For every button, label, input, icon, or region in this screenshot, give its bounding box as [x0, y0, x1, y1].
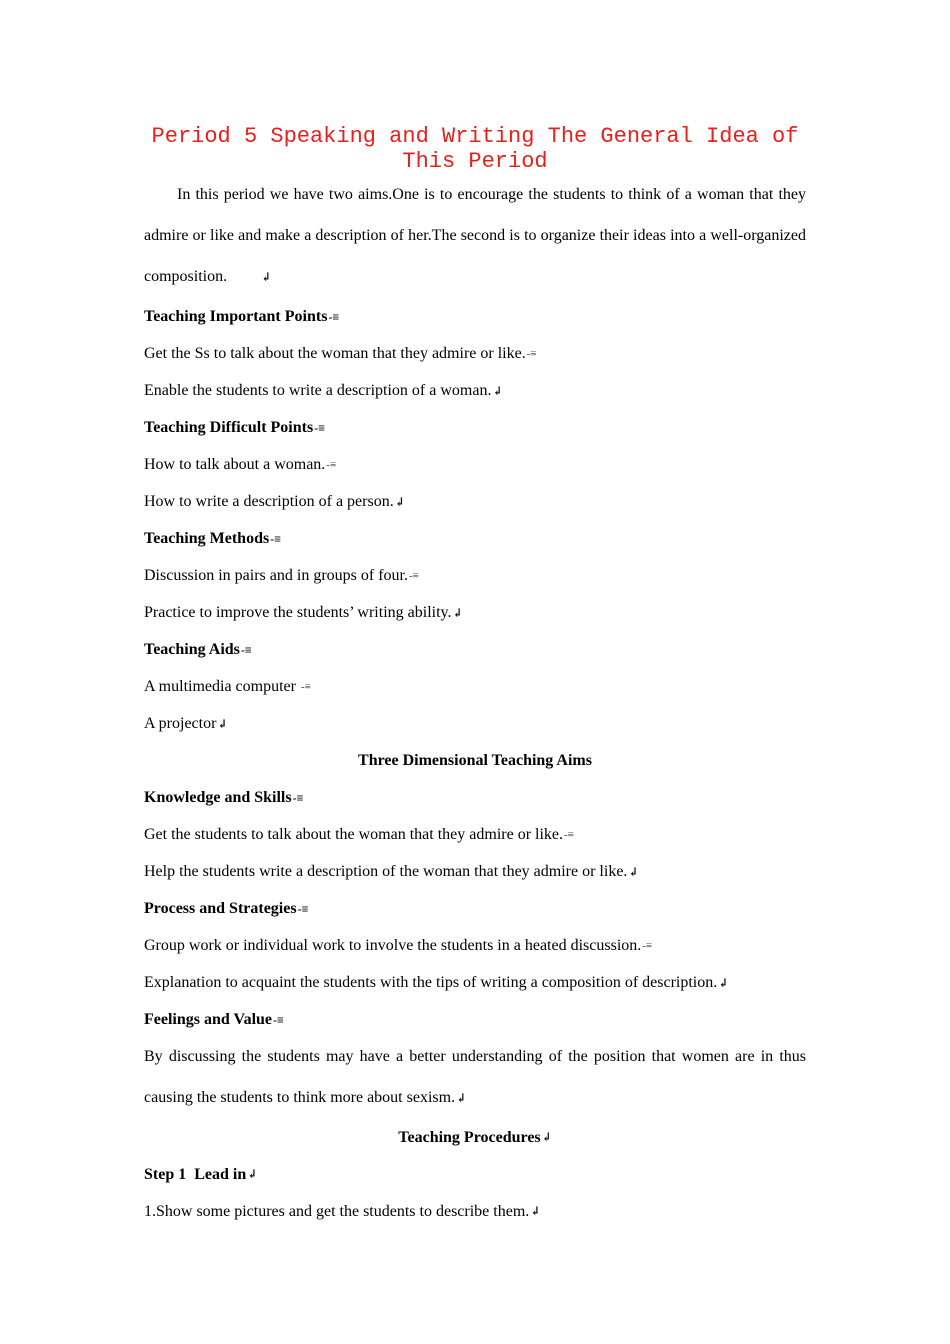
heading-step1 [144, 1156, 806, 1193]
heading-three-dimensional [144, 742, 806, 779]
line-break-icon: -≡ [273, 1012, 284, 1027]
heading-text: Teaching Methods [144, 529, 270, 547]
line-break-icon: -≡ [314, 420, 326, 435]
aid-1 [144, 668, 806, 705]
heading-aids [144, 631, 806, 668]
paragraph-mark-icon: ↲ [530, 1204, 541, 1219]
paragraph-mark-icon: ↲ [541, 1130, 552, 1145]
line-text: A multimedia computer [144, 677, 300, 695]
paragraph-mark-icon: ↲ [261, 269, 272, 284]
heading-text: Process and Strategies [144, 899, 297, 917]
heading-text: Feelings and Value [144, 1010, 273, 1028]
knowledge-1 [144, 816, 806, 853]
document-page [144, 122, 806, 1230]
paragraph-mark-icon: ↲ [247, 1167, 258, 1182]
heading-knowledge [144, 779, 806, 816]
line-text: Get the students to talk about the woman that they admire or like. [144, 825, 564, 843]
heading-difficult-points [144, 409, 806, 446]
line-break-icon: -≡ [297, 901, 309, 916]
heading-text: Knowledge and Skills [144, 788, 292, 806]
intro-text: In this period we have two aims.One is to encourage the students to think of a woman that they admire or like and make a description of her.The second is to organize their ideas into a well-organized composition. [144, 186, 806, 285]
line-break-icon: -≡ [328, 309, 340, 324]
method-1 [144, 557, 806, 594]
feelings-paragraph [144, 1036, 806, 1119]
line-break-icon: -≡ [408, 569, 419, 582]
line-break-icon: -≡ [526, 347, 537, 360]
heading-methods [144, 520, 806, 557]
heading-procedures [144, 1119, 806, 1156]
heading-text: Teaching Difficult Points [144, 418, 314, 436]
intro-paragraph [144, 174, 806, 298]
line-text: How to write a description of a person. [144, 492, 394, 510]
line-text: Help the students write a description of the woman that they admire or like. [144, 862, 628, 880]
line-text: 1.Show some pictures and get the students to describe them. [144, 1202, 530, 1220]
line-text: How to talk about a woman. [144, 455, 326, 473]
important-point-1 [144, 335, 806, 372]
paragraph-mark-icon: ↲ [394, 494, 405, 509]
line-break-icon: -≡ [326, 458, 337, 471]
line-text: Enable the students to write a description of a woman. [144, 381, 492, 399]
step1-item-1 [144, 1193, 806, 1230]
process-2 [144, 964, 806, 1001]
line-break-icon: -≡ [564, 828, 574, 841]
paragraph-mark-icon: ↲ [628, 864, 639, 879]
heading-text: Step 1 Lead in [144, 1165, 247, 1183]
line-text: Group work or individual work to involve the students in a heated discussion. [144, 936, 642, 954]
process-1 [144, 927, 806, 964]
difficult-point-2 [144, 483, 806, 520]
line-text: Discussion in pairs and in groups of four. [144, 566, 408, 584]
heading-process [144, 890, 806, 927]
aid-2 [144, 705, 806, 742]
paragraph-mark-icon: ↲ [456, 1090, 467, 1105]
line-text: Get the Ss to talk about the woman that they admire or like. [144, 344, 526, 362]
line-break-icon: -≡ [642, 939, 653, 952]
paragraph-mark-icon: ↲ [452, 605, 463, 620]
heading-text: Teaching Important Points [144, 307, 328, 325]
heading-text: Three Dimensional Teaching Aims [358, 751, 592, 769]
paragraph-mark-icon: ↲ [217, 716, 228, 731]
line-text: By discussing the students may have a better understanding of the position that women are in thus causing the students to think more about sexism. [144, 1047, 806, 1106]
knowledge-2 [144, 853, 806, 890]
line-text: Practice to improve the students’ writing ability. [144, 603, 452, 621]
difficult-point-1 [144, 446, 806, 483]
heading-text: Teaching Procedures [398, 1128, 541, 1146]
heading-feelings [144, 1001, 806, 1038]
heading-text: Teaching Aids [144, 640, 240, 658]
heading-important-points [144, 298, 806, 335]
line-break-icon: -≡ [240, 642, 252, 657]
page-title: Period 5 Speaking and Writing The General Idea of This Period [151, 124, 799, 174]
line-text: Explanation to acquaint the students with the tips of writing a composition of description. [144, 973, 718, 991]
line-break-icon: -≡ [292, 790, 304, 805]
method-2 [144, 594, 806, 631]
line-break-icon: -≡ [300, 680, 311, 693]
line-break-icon: -≡ [270, 531, 282, 546]
line-text: A projector [144, 714, 217, 732]
paragraph-mark-icon: ↲ [492, 383, 503, 398]
important-point-2 [144, 372, 806, 409]
paragraph-mark-icon: ↲ [718, 975, 729, 990]
